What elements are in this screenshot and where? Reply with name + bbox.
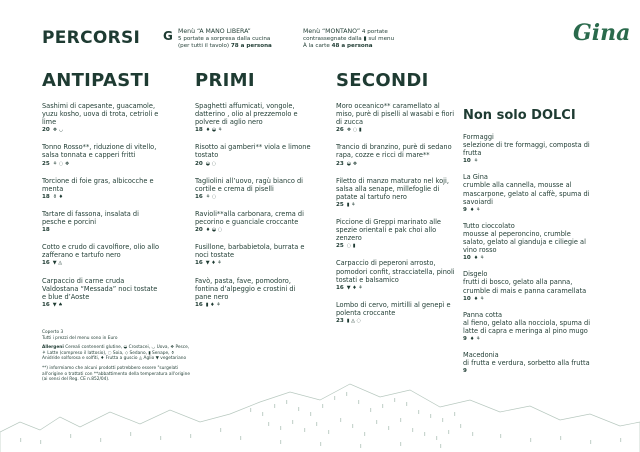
allergen-icons: ♦ ⚘ bbox=[469, 206, 481, 213]
menu-item bbox=[195, 243, 313, 267]
allergen-icons: ▼ ♠ bbox=[52, 301, 63, 308]
menu-item-text: Cotto e crudo di cavolfiore, olio allo zafferano e tartufo nero bbox=[42, 243, 160, 260]
allergen-icons: ▮ ⚘ bbox=[346, 201, 356, 208]
menu-item-price: 20 bbox=[42, 127, 50, 134]
menu-item-price-row bbox=[195, 259, 313, 267]
menu-item-price-row bbox=[336, 126, 456, 134]
menu-item-price: 10 bbox=[463, 158, 471, 165]
allergen-icons: ❖ ◡ bbox=[52, 127, 64, 134]
menu-item-price: 20 bbox=[195, 227, 203, 234]
menu-item bbox=[336, 301, 456, 325]
montano-line1-a: Menù “MONTANO” bbox=[303, 28, 361, 35]
menu-item bbox=[463, 133, 593, 165]
menu-item-text: Tonno Rosso**, riduzione di vitello, salsa tonnata e capperi fritti bbox=[42, 143, 157, 160]
menu-item-price: 16 bbox=[42, 260, 50, 267]
page-title: PERCORSI bbox=[42, 28, 141, 48]
menu-item-price-row bbox=[336, 160, 456, 168]
secondi-list bbox=[336, 102, 456, 334]
allergen-icons: ♦ ◒ ⚘ bbox=[205, 127, 223, 134]
allergen-icons: ◌ ▮ bbox=[346, 243, 356, 250]
menu-item bbox=[195, 143, 313, 167]
allergen-icons: ▼ ◬ bbox=[52, 260, 63, 267]
menu-item-price: 18 bbox=[42, 193, 50, 200]
allergen-icons: ◒ ❖ bbox=[346, 160, 358, 167]
allergen-icons: ⚱ ♦ bbox=[52, 193, 64, 200]
notes bbox=[42, 330, 192, 387]
menu-item bbox=[42, 177, 160, 201]
antipasti-heading: ANTIPASTI bbox=[42, 70, 151, 91]
dolci-heading: Non solo DOLCI bbox=[463, 108, 576, 123]
primi-list bbox=[195, 102, 313, 318]
montano-line2-b: sul menu bbox=[368, 35, 395, 42]
menu-item-price-row bbox=[336, 317, 456, 325]
menu-item-price: 18 bbox=[195, 127, 203, 134]
menu-item-text: La Gina crumble alla cannella, mousse al mascarpone, gelato al caffè, spuma di savoiardi bbox=[463, 173, 590, 206]
montano-line3: À la carte bbox=[303, 42, 330, 49]
surgelati-note: **) informiamo che alcuni prodotti potrebbero essere "surgelati all'origine o trattati con **abbattimento della temperatura all'origine (ai sensi del Reg. CE n.852/04). bbox=[42, 365, 190, 383]
allergen-icons: ▼ ♦ ⚘ bbox=[346, 284, 363, 291]
primi-heading: PRIMI bbox=[195, 70, 255, 91]
menu-item-price-row bbox=[463, 335, 593, 343]
menu-mano-libera bbox=[178, 29, 298, 49]
menu-item bbox=[42, 277, 160, 309]
mano-line2: 5 portate a sorpresa dalla cucina bbox=[178, 35, 271, 42]
menu-item-price: 9 bbox=[463, 206, 467, 213]
menu-item-text: Formaggi selezione di tre formaggi, composta di frutta bbox=[463, 133, 590, 158]
menu-item-text: Favò, pasta, fave, pomodoro, fontina d’alpeggio e crostini di pane nero bbox=[195, 276, 296, 301]
menu-item-text: Panna cotta al fieno, gelato alla nocciola, spuma di latte di capra e meringa al pino mugo bbox=[463, 310, 591, 335]
menu-item bbox=[463, 222, 593, 262]
menu-item-price-row bbox=[42, 126, 160, 134]
menu-item-price-row bbox=[336, 201, 456, 209]
menu-item-price-row bbox=[42, 301, 160, 309]
menu-item-price-row bbox=[42, 193, 160, 201]
allergen-icons: ⚘ ◌ bbox=[205, 193, 217, 200]
menu-item bbox=[463, 270, 593, 302]
menu-item-text: Tartare di fassona, insalata di pesche e porcini bbox=[42, 209, 139, 227]
menu-item-price: 9 bbox=[463, 335, 467, 342]
menu-item-text: Spaghetti affumicati, vongole, datterino , olio al prezzemolo e polvere di aglio nero bbox=[195, 102, 298, 127]
secondi-heading: SECONDI bbox=[336, 70, 429, 91]
allergen-icons: ◒ ◌ bbox=[205, 160, 217, 167]
allergen-icons: ♦ ⚘ bbox=[473, 295, 485, 302]
menu-item bbox=[195, 277, 313, 309]
menu-item-price-row bbox=[463, 367, 593, 375]
logo: Gina bbox=[573, 20, 631, 46]
allergen-icons: ▮ ♦ ⚘ bbox=[205, 301, 221, 308]
menu-item-price: 16 bbox=[336, 284, 344, 291]
menu-item-price-row bbox=[336, 284, 456, 292]
mano-libera-icon: G bbox=[163, 29, 173, 43]
menu-item-price: 10 bbox=[463, 295, 471, 302]
antipasti-list bbox=[42, 102, 160, 318]
allergen-icons: ♦ ⚘ bbox=[473, 255, 485, 262]
menu-item-price: 10 bbox=[463, 255, 471, 262]
menu-item-price-row bbox=[336, 242, 456, 250]
menu-item-price: 23 bbox=[336, 160, 344, 167]
menu-item-price-row bbox=[195, 160, 313, 168]
menu-item-text: Risotto ai gamberi** viola e limone tostato bbox=[195, 143, 311, 160]
allergen-icons: ♦ ◒ ◌ bbox=[205, 227, 223, 234]
menu-item bbox=[42, 143, 160, 167]
menu-item-text: Macedonia di frutta e verdura, sorbetto alla frutta bbox=[463, 351, 590, 368]
menu-item bbox=[42, 102, 160, 134]
menu-item-text: Carpaccio di carne cruda Valdostana “Messada” noci tostate e blue d’Aoste bbox=[42, 276, 158, 301]
mano-line1: Menù “A MANO LIBERA” bbox=[178, 28, 251, 35]
menu-item-price-row bbox=[463, 295, 593, 303]
menu-item bbox=[195, 210, 313, 234]
menu-item-price-row bbox=[42, 259, 160, 267]
menu-item bbox=[336, 143, 456, 167]
menu-item-text: Torcione di foie gras, albicocche e menta bbox=[42, 176, 154, 193]
menu-item-price: 18 bbox=[42, 227, 50, 234]
menu-item-price-row bbox=[42, 226, 160, 234]
menu-item-text: Disgelo frutti di bosco, gelato alla panna, crumble di mais e panna caramellata bbox=[463, 270, 587, 295]
allergen-icons: ▼ ♦ ⚘ bbox=[205, 260, 222, 267]
menu-item-price: 25 bbox=[336, 243, 344, 250]
menu-montano bbox=[303, 29, 423, 49]
menu-item-text: Ravioli**alla carbonara, crema di pecorino e guanciale croccante bbox=[195, 209, 304, 227]
menu-item-price: 25 bbox=[336, 201, 344, 208]
menu-item-price: 16 bbox=[195, 301, 203, 308]
allergeni-text: Cereali contenenti glutine, ◒ Crostacei, ◡ Uova, ❖ Pesce, ⚘ Latte (compreso il lattosio), ◌ Soia, ◇ Sedano, ▮ Senape, ⚱ Anidride solforosa e solfiti, ♦ Frutta a guscio ◬ Aglio ▼ vegetariano bbox=[42, 345, 190, 362]
menu-item-price: 16 bbox=[195, 260, 203, 267]
menu-item-text: Trancio di branzino, purè di sedano rapa, cozze e ricci di mare** bbox=[336, 143, 452, 160]
menu-item bbox=[42, 210, 160, 234]
menu-item bbox=[463, 173, 593, 213]
menu-item bbox=[195, 102, 313, 134]
menu-item bbox=[195, 177, 313, 201]
menu-item-price-row bbox=[195, 126, 313, 134]
menu-item-text: Moro oceanico** caramellato al miso, purè di piselli al wasabi e fiori di zucca bbox=[336, 102, 455, 127]
menu-item bbox=[336, 102, 456, 134]
menu-item-price: 20 bbox=[195, 160, 203, 167]
allergen-icons: ⚘ ◌ ❖ bbox=[52, 160, 70, 167]
mano-price: 78 a persona bbox=[230, 42, 272, 49]
prezzi-note: Tutti i prezzi del menu sono in Euro bbox=[42, 335, 118, 341]
menu-item bbox=[336, 218, 456, 250]
allergen-icons: ♦ ⚘ bbox=[469, 335, 481, 342]
menu-item-text: Tutto cioccolato mousse al peperoncino, crumble salato, gelato al gianduja e ciliegie al vino rosso bbox=[463, 221, 586, 255]
menu-item-price-row bbox=[463, 254, 593, 262]
menu-item-price-row bbox=[463, 157, 593, 165]
allergeni-label: Allergeni bbox=[42, 345, 64, 351]
dolci-list bbox=[463, 133, 593, 383]
montano-price: 48 a persona bbox=[331, 42, 373, 49]
menu-item-price-row bbox=[42, 160, 160, 168]
menu-item-price: 26 bbox=[336, 127, 344, 134]
menu-item-price: 16 bbox=[42, 301, 50, 308]
allergen-icons: ⚘ bbox=[473, 158, 479, 165]
menu-item-text: Fusillone, barbabietola, burrata e noci tostate bbox=[195, 243, 305, 260]
mountain-icon: ▮ bbox=[363, 35, 367, 42]
menu-item-price-row bbox=[195, 193, 313, 201]
menu-item-text: Sashimi di capesante, guacamole, yuzu kosho, uova di trota, cetrioli e lime bbox=[42, 102, 159, 127]
menu-item-price-row bbox=[463, 206, 593, 214]
menu-item bbox=[42, 243, 160, 267]
menu-item-price: 23 bbox=[336, 317, 344, 324]
menu-item-text: Lombo di cervo, mirtilli al genepì e polenta croccante bbox=[336, 300, 451, 317]
menu-item-text: Tagliolini all’uovo, ragù bianco di cortile e crema di piselli bbox=[195, 176, 303, 193]
menu-item bbox=[463, 311, 593, 343]
menu-item-price: 25 bbox=[42, 160, 50, 167]
coperto: Coperto 3 bbox=[42, 330, 64, 335]
menu-item-price-row bbox=[195, 226, 313, 234]
montano-line2: contrassegnate dalla bbox=[303, 35, 362, 42]
menu-item-price-row bbox=[195, 301, 313, 309]
menu-item-price: 9 bbox=[463, 368, 467, 375]
menu-item-price: 16 bbox=[195, 193, 203, 200]
menu-item-text: Filetto di manzo maturato nel koji, salsa alla senape, millefoglie di patate al tartufo nero bbox=[336, 176, 449, 201]
allergen-icons: ❖ ◌ ▮ bbox=[346, 127, 362, 134]
menu-item bbox=[463, 351, 593, 375]
menu-item-text: Carpaccio di peperoni arrosto, pomodori confit, stracciatella, pinoli tostati e balsamico bbox=[336, 259, 455, 284]
menu-item bbox=[336, 259, 456, 291]
menu-item bbox=[336, 177, 456, 209]
mano-line3: (per tutti il tavolo) bbox=[178, 42, 230, 49]
menu-item-text: Piccione di Greppi marinato alle spezie orientali e pak choi allo zenzero bbox=[336, 218, 441, 243]
allergen-icons: ▮ ◬ ◌ bbox=[346, 317, 361, 324]
montano-line1-b: 4 portate bbox=[361, 29, 388, 35]
